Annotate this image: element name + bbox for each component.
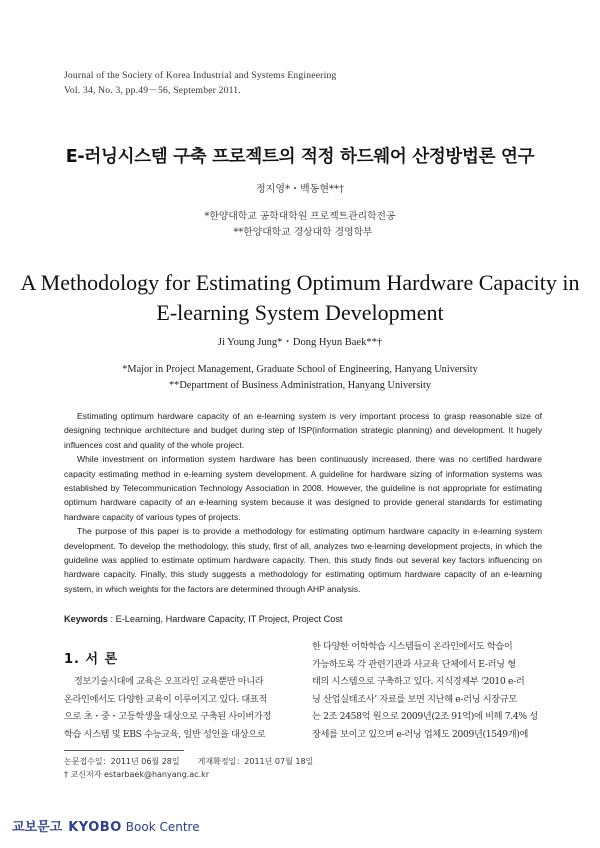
keywords-separator: :	[107, 614, 116, 624]
keywords	[64, 614, 342, 624]
title-english	[0, 268, 600, 328]
body-line: 정보기술시대에 교육은 오프라인 교육뿐만 아니라	[74, 676, 264, 687]
footnote-divider	[64, 750, 184, 751]
affiliation-en-1: *Major in Project Management, Graduate School of Engineering, Hanyang University	[122, 364, 478, 375]
body-line: 가능하도록 각 관련기관과 사교육 단체에서 E-러닝 형	[312, 658, 516, 670]
affiliation-ko-1: *한양대학교 공학대학원 프로젝트관리학전공	[204, 211, 396, 222]
body-line: 장세를 보이고 있으며 e-러닝 업체도 2009년(1549개)에	[312, 728, 529, 740]
authors-english: Ji Young Jung*・Dong Hyun Baek**†	[217, 337, 383, 348]
footnote	[64, 755, 313, 781]
section-number: 1.	[64, 652, 80, 667]
brand-english: KYOBO	[68, 820, 122, 835]
brand-suffix: Book Centre	[125, 820, 200, 834]
abstract-paragraph: The purpose of this paper is to provide a methodology for estimating optimum hardware capacity in e-learning system development. To develop the methodology, this study, first of all, analyzes two e-learning development projects, in which the guideline was applied to estimate optimum hardware capacity. Then, this study finds out several key factors influencing on hardware capacity. Finally, this study suggests a methodology for estimating optimum hardware capacity of an e-learning system, in which weights for the factors are determined through AHP analysis.	[64, 526, 542, 594]
body-line: 닝 산업실태조사’ 자료를 보면 지난해 e-러닝 시장규모	[312, 693, 517, 705]
body-line: 한 다양한 어학학습 시스템들이 온라인에서도 학습이	[312, 641, 513, 652]
body-column-left	[64, 673, 294, 743]
corresponding-author: † 교신저자 estarbaek@hanyang.ac.kr	[64, 770, 210, 779]
journal-volume: Vol. 34, No. 3, pp.49－56, September 2011.	[64, 85, 241, 96]
body-line: 학습 시스템 및 EBS 수능교육, 일반 성인을 대상으로	[64, 728, 266, 740]
authors-korean: 정지영*・백동현**†	[256, 184, 344, 195]
received-date: 논문접수일：2011년 06월 28일	[64, 757, 180, 766]
journal-name: Journal of the Society of Korea Industrial and Systems Engineering	[64, 70, 337, 81]
accepted-date: 게재확정일：2011년 07월 18일	[197, 757, 314, 766]
affiliations-korean	[0, 209, 600, 241]
brand-korean: 교보문고	[12, 820, 63, 835]
affiliation-en-2: **Department of Business Administration, Hanyang University	[169, 380, 431, 391]
journal-info	[64, 68, 336, 98]
affiliations-english	[0, 362, 600, 394]
body-line: 온라인에서도 다양한 교육이 이루어지고 있다. 대표적	[64, 693, 267, 705]
abstract	[64, 409, 542, 596]
body-line: 으로 초・중・고등학생을 대상으로 구축된 사이버가정	[64, 711, 271, 723]
body-line: 태의 시스템으로 구축하고 있다. 지식경제부 ‘2010 e-러	[312, 676, 525, 688]
section-heading	[64, 648, 118, 667]
kyobo-logo	[12, 816, 200, 835]
body-line: 는 2조 2458억 원으로 2009년(2조 91억)에 비해 7.4% 성	[312, 711, 538, 723]
title-english-line-1: A Methodology for Estimating Optimum Hardware Capacity in	[20, 270, 580, 295]
abstract-paragraph: While investment on information system hardware has been continuously increased, there was no certified hardware capacity estimating method in e-learning system development. A guideline for hardware sizing of information systems was established by Telecommunication Technology Association in 2008. However, the guideline is not appropriate for estimating optimum hardware capacity of an e-learning system because it was designed to provide general standards for estimating hardware capacity of various types of projects.	[64, 454, 542, 522]
keywords-label: Keywords	[64, 614, 108, 624]
body-column-right	[312, 638, 542, 744]
abstract-paragraph: Estimating optimum hardware capacity of an e-learning system is very important process to grasp reasonable size of designing technique architecture and budget during step of ISP(information strategic planning) and development. It hugely influences cost and quality of the whole project.	[64, 411, 542, 450]
title-english-line-2: E-learning System Development	[156, 300, 444, 325]
title-korean: E-러닝시스템 구축 프로젝트의 적정 하드웨어 산정방법론 연구	[65, 147, 535, 167]
section-title: 서 론	[85, 652, 119, 667]
keywords-text: E-Learning, Hardware Capacity, IT Project, Project Cost	[115, 614, 343, 624]
affiliation-ko-2: **한양대학교 경상대학 경영학부	[233, 227, 373, 238]
